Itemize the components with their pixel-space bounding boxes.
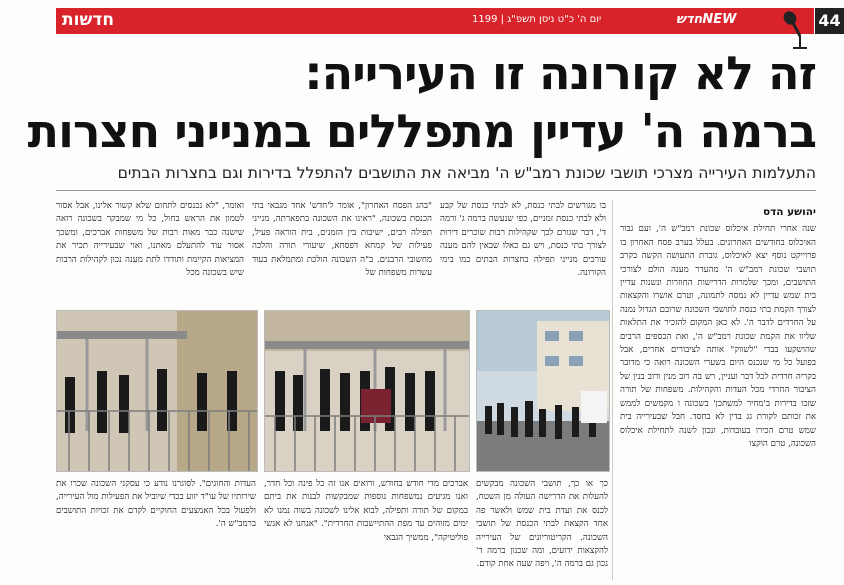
article-column-1 (620, 206, 816, 580)
photo-courtyard-prayer-left (56, 310, 258, 472)
article-column-2-bottom: כך או כך, תושבי השכונה מבקשים להעלות את הדרישה העולה מן השטח, לכנס את ועדת בית שמש ולאשר פה אחד הקצאת לבתי הכנסת של תושבי השכונה. הקריטוריונים של העירייה להקצאות ידועים, ומה שכנון ברמה ד' נכון גם ברמה ה', ויפה שעה אחת קודם. (476, 479, 608, 570)
column-1-text: שנה אחרי תחילת איכלוס שכונת רמב"ש ה', ועם גבור האיכלוס בחודשים האחרונים. בעלל בערב פסח האחרון בו פרוייקט נוסף יצא לאיכלוס, גוברת התעושה הקשה בקרב תושבי שכונת רמב"ש ה' מהעדר מענה הולם לצורכי התושבים, ומכך שלמרות הדרישות החוזרות ונשנות עדיין בית שמש עדיין לא נמסה לתמונה, וטרם אושרו והקצאות לצורך הקמת בתי כנסת לתושבי השכונה שרובם הגדול נמנה על החרדים לדבר ה'. לא כאן המקום להזכיר את התלאות שליוו את הקמת שכונת רמב"ש ה', ואת הכספים הרבים שהושקעו בבדי "לשווק" אותה לציבורים אחרים, אבל בפועל כל מי שנכנס היום בשערי השכונה רואה כי מדובר בקריה חרדית לכל דבר ועניין, רש בה רוב מנין ורוב בנין של הציבור החרדי מכל העדות והקהילות. משפחות של תורה שזכו בדירות ב'מחיר למשתכן' בשכונה ו מקמשים לממש את זכותם לקורת גג בדין לא בחסד. חבל שבעירייה בית שמש טרם הכירו בעובדות, ונכון לשנה לתחילת איכלוס השכונה, טרם הוקצו (620, 224, 816, 449)
article-column-3-top: "בהג הפסח האחרון", אומר ל'חדש' אחד מגבאי בתי הכנסת בשכונה, "ראינו את השכונה בתפארתה, מנייני תפילה רבים, ישיבות בין הזמנים, בית הוראה פעיל, פעילות של קמחא דפסחא, שיעורי תורה והלכה מחשובי הרבנים. ב"ה השכונה הולכת ומתמלאת בעוד עשרות משפחות של (252, 201, 432, 279)
photo-courtyard-prayer-center (264, 310, 470, 472)
headline-line-2: ברמה ה' עדיין מתפללים במנייני חצרות (27, 104, 816, 158)
headline-line-1: זה לא קורונה זו העירייה: (304, 46, 816, 100)
column-divider (612, 200, 613, 580)
article-column-3-bottom: אברכים מדי חודש בחודש, ורואים אנו זה כל פינה וכל חדר, ואנו מגיעים נמשפחות נוספות שמבקשות לבנות את ביתם במקום של תורה ותפילה, לבוא אלינו לשכונה בשוה נמנו לא ימים מזוהים עד מפת ההתיישבות החרדית". "אנחנו לא אנשי פוליטיקה", ממשיך הגבאי (264, 479, 468, 543)
headline-divider (56, 190, 816, 191)
page-number: 44 (815, 8, 844, 34)
byline: יהושע הדס (762, 206, 816, 218)
article-column-4-top: ואומר, "לא נכנסים לתחום שלא קשור אלינו, אבל אסור לטמון את הראש בחול, כל מי שמבקר בשכונה רואה שישנה כבר מאות רבות של משפחות אברכים, ומשכך אסור עוד להתעלם מאתנו, ואוי שבעירייה תכיר את המציאות הקיימת ותודדו לתת מענה נכון לקהילות הרבות שיש בשכונה מכל (56, 201, 244, 279)
subheadline: התעלמות העירייה מצרכי תושבי שכונת רמב"ש ה' מביאה את התושבים להתפלל בדירות וגם בחצרות הבתים (117, 164, 816, 182)
article-column-4-bottom: העדות והחוגים". לסוגרנו נודע כי עסקני השכונה שכרו את שירותיו של עו"ד יזוע בכדי שיוביל את הפעילות מול העירייה, ולפעול בכל האמצעים החוקיים לקדם את זכויות התושבים ברמב"ש ה'. (56, 479, 256, 530)
publication-logo: חדשNEW (676, 12, 737, 27)
microphone-icon (780, 10, 810, 50)
photo-street-crowd (476, 310, 610, 472)
article-column-2-top: בו מגורשים לבתי כנסת, לא לבתי כנסת של קבע ולא לבתי כנסת זמניים, כפי שנעשה ברמה ג' ורמה ד', דבר שגורם לכך שקהילות רבות שוכרים דירות לצורך בתי כנסת, ויש גם כאלו שבאין להם מענה עורכים מנייני תפילה בחצרות הבתים כמו בימי הקורונה. (440, 201, 606, 279)
issue-date-line: יום ה' כ"ט ניסן תשפ"ג | 1199 (472, 14, 602, 25)
section-title: חדשות (62, 10, 115, 30)
